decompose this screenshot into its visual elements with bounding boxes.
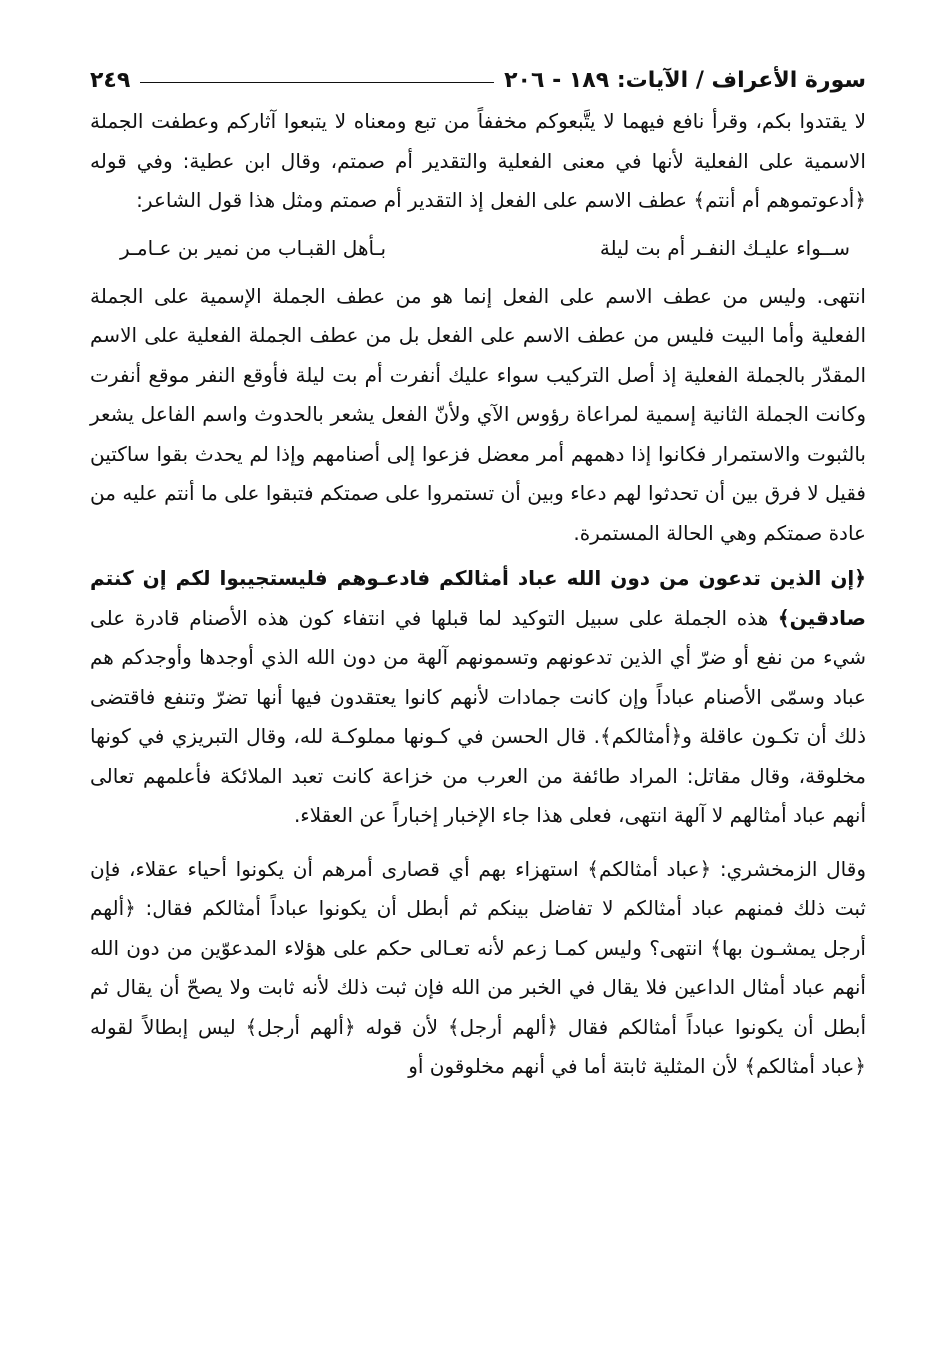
section-gap xyxy=(90,836,866,850)
page-number: ٢٤٩ xyxy=(90,67,131,93)
paragraph-4: وقال الزمخشري: ﴿عباد أمثالكم﴾ استهزاء بهم أي قصارى أمرهم أن يكونوا أحياء عقلاء، فإن ثبت ذلك فمنهم عباد أمثالكم لا تفاضل بينكم ثم أبطل أن يكونوا عباداً أمثالكم فقال: ﴿ألهم أرجل يمشـون بها﴾ انتهى؟ وليس كمـا زعم لأنه تعـالى حكم على هؤلاء المدعوّين من دون الله أنهم عباد أمثال الداعين فلا يقال في الخبر من الله فإن ثبت ذلك لأنه ثابت ولا يصحّ أن يقال ثم أبطل أن يكونوا عباداً أمثالكم فقال ﴿ألهم أرجل﴾ لأن قوله ﴿ألهم أرجل﴾ ليس إبطالاً لقوله ﴿عباد أمثالكم﴾ لأن المثلية ثابتة أما في أنهم مخلوقون أو xyxy=(90,856,866,1078)
running-header xyxy=(90,62,866,98)
verse-hemistich-2: بـأهل القبـاب من نمير بن عـامـر xyxy=(120,235,387,260)
paragraph-3 xyxy=(90,559,866,836)
verse-hemistich-1: ســواء عليـك النفـر أم بت ليلة xyxy=(599,235,850,260)
paragraph-2: انتهى. وليس من عطف الاسم على الفعل إنما هو من عطف الجملة الإسمية على الجملة الفعلية وأما البيت فليس من عطف الاسم على الفعل بل من عطف الجملة الفعلية على الاسم المقدّر بالجملة الفعلية إذ أصل التركيب سواء عليك أنفرت أم بت ليلة فأوقع النفر موقع أنفرت وكانت الجملة الثانية إسمية لمراعاة رؤوس الآي ولأنّ الفعل يشعر بالحدوث واسم الفاعل يشعر بالثبوت والاستمرار فكانوا إذا دهمهم أمر معضل فزعوا إلى أصنامهم وإذا لم يحدث بقوا ساكتين فقيل لا فرق بين أن تحدثوا لهم دعاء وبين أن تستمروا على صمتكم فتبقوا على ما أنتم عليه من عادة صمتكم وهي الحالة المستمرة. xyxy=(90,283,866,545)
paragraph-1: لا يقتدوا بكم، وقرأ نافع فيهما لا يتَّبعوكم مخففاً من تبع ومعناه لا يتبعوا آثاركم وعطفت الجملة الاسمية على الفعلية لأنها في معنى الفعلية والتقدير أم صمتم، وقال ابن عطية: وفي قوله ﴿أدعوتموهم أم أنتم﴾ عطف الاسم على الفعل إذ التقدير أم صمتم ومثل هذا قول الشاعر: xyxy=(90,109,866,212)
paragraph-3-commentary: هذه الجملة على سبيل التوكيد لما قبلها في انتفاء كون هذه الأصنام قادرة على شيء من نفع أو ضرّ أي الذين تدعونهم وتسمونهم آلهة من دون الله الذي أوجدها وأوجدكم هم عباد وسمّى الأصنام عباداً وإن كانت جمادات لأنهم كانوا يعتقدون فيها أنها تضرّ وتنفع فاقتضى ذلك أن تكـون عاقلة و﴿أمثالكم﴾. قال الحسن في كـونها مملوكـة لله، وقال التبريزي في كونها مخلوقة، وقال مقاتل: المراد طائفة من العرب من خزاعة كانت تعبد الملائكة فأعلمهم تعالى أنهم عباد أمثالهم لا آلهة انتهى، فعلى هذا جاء الإخبار إخباراً عن العقلاء. xyxy=(90,605,866,827)
quran-verse: ﴿إن الذين تدعون من دون الله عباد أمثالكم فادعـوهم فليستجيبوا لكم إن كنتم صادقين﴾ xyxy=(90,566,866,630)
header-rule xyxy=(140,82,494,83)
surah-title: سورة الأعراف / الآيات: ١٨٩ - ٢٠٦ xyxy=(504,67,866,93)
poetry-verse xyxy=(90,225,866,271)
